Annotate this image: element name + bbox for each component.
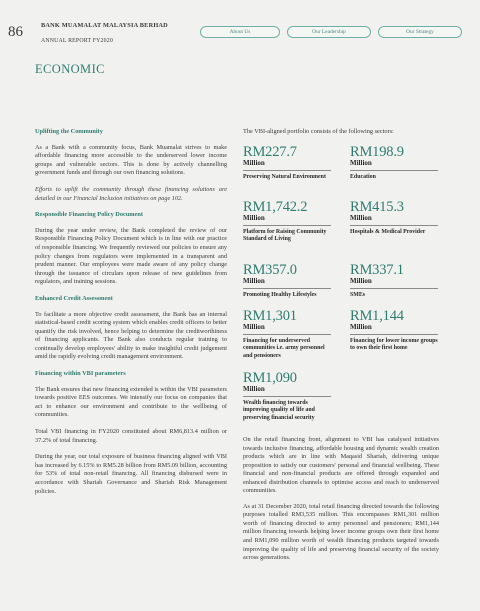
left-column [35, 128, 227, 504]
paragraph: The Bank ensures that new financing extended is within the VBI parameters towards positive EES outcomes. We intensify our focus on companies that act to enhance our environment and contribute to the wellbeing of communities. [35, 385, 227, 419]
paragraph: To facilitate a more objective credit assessment, the Bank has an internal statistical-based credit scoring system which enables credit officers to better quantify the risk involved, hence helping to determine the creditworthiness of financing applicants. The Bank also conducts regular training to continually develop employees' ability to make insightful credit judgement amid the rapidly evolving credit management environment. [35, 310, 227, 361]
heading-credit-assessment: Enhanced Credit Assessment [35, 294, 113, 302]
stat-caption: SMEs [350, 288, 438, 299]
portfolio-intro: The VBI-aligned portfolio consists of the following sectors: [243, 128, 394, 135]
paragraph: On the retail financing front, alignment to VBI has catalysed initiatives towards inclusive financing, affordable housing and dynamic wealth creation products which are in line with Maqasid Shariah, delivering unique proposition to satisfy our customers' personal and financial wellbeing. These financial and non-financial products are offered through expanded and enhanced distribution channels to optimise access and reach to underserved communities. [243, 436, 439, 495]
note-italic: Efforts to uplift the community through these financing solutions are detailed in our Financial Inclusion initiatives on page 102. [35, 185, 227, 202]
right-column-text [243, 436, 439, 570]
stat-education [350, 145, 438, 181]
stat-community-living [243, 200, 331, 244]
stat-value: RM198.9 [350, 144, 404, 160]
paragraph: During the year, our total exposure of business financing aligned with VBI has increased by 6.15% to RM5.28 billion from RM5.09 billion, accounting for 53% of total non-retail financing. All financing disbursed were in accordance with Shariah Governance and Shariah Risk Management policies. [35, 453, 227, 495]
stat-first-home [350, 309, 438, 353]
paragraph: As at 31 December 2020, total retail financing directed towards the following purposes totalled RM3,535 million. This encompasses RM1,301 million worth of financing directed to army personnel and pensioners; RM1,144 million financing towards helping lower income groups own their first home and RM1,090 million worth of wealth financing products targeted towards improving the quality of life and preserving financial security of the society across generations. [243, 502, 439, 562]
stat-unit: Million [243, 385, 265, 393]
stat-value: RM1,090 [243, 370, 297, 386]
stat-unit: Million [350, 214, 372, 222]
stat-unit: Million [243, 323, 265, 331]
stat-unit: Million [243, 214, 265, 222]
stat-wealth-financing [243, 371, 331, 422]
nav-our-strategy-button[interactable]: Our Strategy [378, 26, 462, 38]
paragraph: As a Bank with a community focus, Bank Muamalat strives to make affordable financing more accessible to the underserved lower income groups and vulnerable sectors. This is done by actively channelling government funds and through our own financing solutions. [35, 143, 227, 177]
nav-about-us-button[interactable]: About Us [200, 26, 280, 38]
stat-caption: Platform for Raising Community Standard of Living [243, 225, 331, 244]
stat-value: RM227.7 [243, 144, 297, 160]
stat-hospitals [350, 200, 438, 236]
stat-value: RM1,742.2 [243, 199, 308, 215]
paragraph: Total VBI financing in FY2020 constituted about RM6,813.4 million or 37.2% of total financing. [35, 428, 227, 444]
stat-value: RM415.3 [350, 199, 404, 215]
stat-value: RM1,301 [243, 308, 297, 324]
stat-value: RM1,144 [350, 308, 404, 324]
heading-uplifting-community: Uplifting the Community [35, 128, 103, 135]
stat-unit: Million [350, 277, 372, 285]
nav-our-leadership-button[interactable]: Our Leadership [287, 26, 371, 38]
stat-healthy-lifestyles [243, 263, 331, 299]
stat-value: RM357.0 [243, 262, 297, 278]
paragraph: During the year under review, the Bank completed the review of our Responsible Financing Policy Document which is in line with our practice of responsible financing. We frequently reviewed our policies to ensure any policy changes from regulators were implemented in a transparent and prudent manner. Our employees were made aware of any policy change through the issuance of circulars upon release of new guidelines from regulators, and training sessions. [35, 226, 227, 286]
stat-unit: Million [243, 277, 265, 285]
stat-smes [350, 263, 438, 299]
stat-unit: Million [243, 159, 265, 167]
stat-caption: Financing for lower income groups to own their first home [350, 334, 438, 353]
stat-caption: Wealth financing towards improving quality of life and preserving financial security [243, 396, 331, 422]
stat-unit: Million [350, 323, 372, 331]
section-title: ECONOMIC [35, 62, 105, 76]
stat-preserving-environment [243, 145, 331, 181]
stat-caption: Financing for underserved communities i.e. army personnel and pensioners [243, 334, 331, 360]
stat-caption: Promoting Healthy Lifestyles [243, 288, 331, 299]
bank-name: BANK MUAMALAT MALAYSIA BERHAD [41, 22, 168, 29]
heading-responsible-financing: Responsible Financing Policy Document [35, 211, 143, 219]
stat-caption: Preserving Natural Environment [243, 170, 331, 181]
heading-vbi-parameters: Financing within VBI parameters [35, 370, 126, 378]
stat-caption: Education [350, 170, 438, 181]
stat-unit: Million [350, 159, 372, 167]
page-number: 86 [8, 24, 23, 40]
stat-caption: Hospitals & Medical Provider [350, 225, 438, 236]
report-title: ANNUAL REPORT FY2020 [41, 38, 113, 44]
stat-value: RM337.1 [350, 262, 404, 278]
stat-underserved [243, 309, 331, 360]
